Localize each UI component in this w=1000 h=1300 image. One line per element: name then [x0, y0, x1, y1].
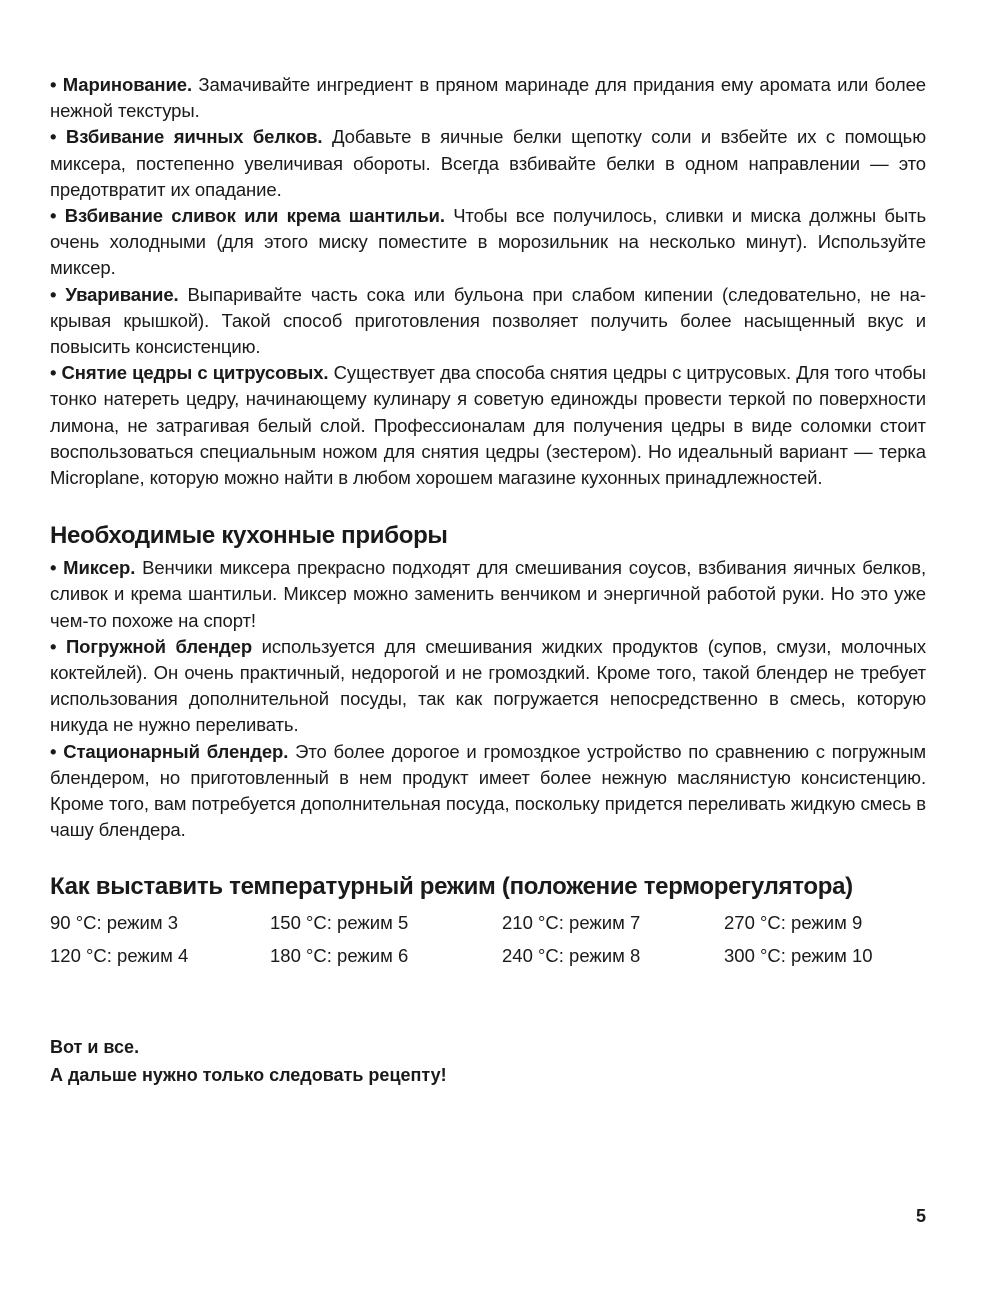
document-page	[50, 72, 926, 1089]
tool-term: • Погружной блендер	[50, 635, 253, 657]
technique-reducing	[50, 282, 926, 361]
technique-text: Выпаривайте часть сока или бульона при слабом кипении (следовательно, не накрывая крышкой). Такой способ приготовления позволяет получить более насыщенный вкус и повысить консистенцию.	[50, 283, 926, 358]
tool-text: Венчики миксера прекрасно подходят для смешивания соусов, взбивания яичных белков, сливок и крема шантильи. Миксер можно заменить венчиком и энергичной работой руки. Но это уже чем-то похоже на спорт!	[50, 557, 926, 631]
temperature-cell: 300 °C: режим 10	[724, 945, 873, 967]
tools-heading: Необходимые кухонные приборы	[50, 522, 448, 550]
temperature-heading: Как выставить температурный режим (положение терморегулятора)	[50, 873, 853, 901]
temperature-cell: 270 °C: режим 9	[724, 912, 863, 934]
temperature-table	[50, 909, 926, 969]
page-number: 5	[915, 1206, 926, 1226]
technique-text: Замачивайте ингредиент в пряном маринаде для придания ему аромата или более нежной текстуры.	[50, 74, 926, 122]
temperature-cell: 210 °C: режим 7	[502, 912, 641, 934]
technique-text: Существует два способа снятия цедры с цитрусовых. Для того чтобы тонко натереть цедру, начинающему кулинару я советую единожды провести теркой по поверхности лимона, не затрагивая белый слой. Профессионалам для получения цедры в виде соломки стоит воспользоваться специальным ножом для снятия цедры (зестером). Но идеальный вариант — терка Microplane, которую можно найти в любом хорошем магазине кухонных принадлежностей.	[50, 362, 926, 489]
technique-term: • Снятие цедры с цитрусовых.	[50, 362, 329, 384]
temperature-cell: 90 °C: режим 3	[50, 912, 178, 934]
tools-section	[50, 521, 926, 843]
tool-term: • Стационарный блендер.	[50, 740, 289, 762]
technique-term: • Уваривание.	[50, 283, 179, 305]
closing-line: Вот и все.	[50, 1037, 140, 1058]
technique-zesting	[50, 360, 926, 491]
technique-whipping-egg-whites	[50, 124, 926, 203]
tool-text: используется для смешивания жидких продуктов (супов, смузи, молочных коктейлей). Он очень практичный, недорогой и не громоздкий. Кроме того, такой блендер не требует использования дополнительной посуды, так как погружается непосредственно в смесь, которую никуда не нужно переливать.	[50, 635, 926, 736]
temperature-cell: 150 °C: режим 5	[270, 912, 409, 934]
closing-note	[50, 1033, 926, 1089]
techniques-section	[50, 72, 926, 491]
technique-term: • Маринование.	[50, 74, 193, 95]
technique-text: Добавьте в яичные белки щепотку соли и взбейте их с помощью миксера, постепенно увеличивая обороты. Всегда взбивайте белки в одном направлении — это предотвратит их опадание.	[50, 126, 926, 200]
technique-whipping-cream	[50, 203, 926, 282]
technique-term: • Взбивание яичных белков.	[50, 126, 323, 148]
temperature-cell: 240 °C: режим 8	[502, 945, 641, 967]
technique-marinating	[50, 72, 926, 124]
tool-text: Это более дорогое и громоздкое устройство по сравнению с погружным блендером, но приготовленный в нем продукт имеет более нежную маслянистую консистенцию. Кроме того, вам потребуется дополнительная посуда, поскольку придется переливать жидкую смесь в чашу блендера.	[50, 740, 927, 841]
closing-line: А дальше нужно только следовать рецепту!	[50, 1065, 447, 1086]
temperature-section	[50, 871, 926, 969]
temperature-cell: 120 °C: режим 4	[50, 945, 189, 967]
technique-text: Чтобы все получилось, сливки и миска должны быть очень холодными (для этого миску поместите в морозильник на несколько минут). Используйте миксер.	[50, 205, 926, 279]
tool-immersion-blender	[50, 634, 926, 739]
technique-term: • Взбивание сливок или крема шантильи.	[50, 205, 445, 227]
temperature-cell: 180 °C: режим 6	[270, 945, 409, 967]
tool-stand-blender	[50, 739, 926, 844]
tool-term: • Миксер.	[50, 557, 136, 579]
tool-mixer	[50, 555, 926, 634]
